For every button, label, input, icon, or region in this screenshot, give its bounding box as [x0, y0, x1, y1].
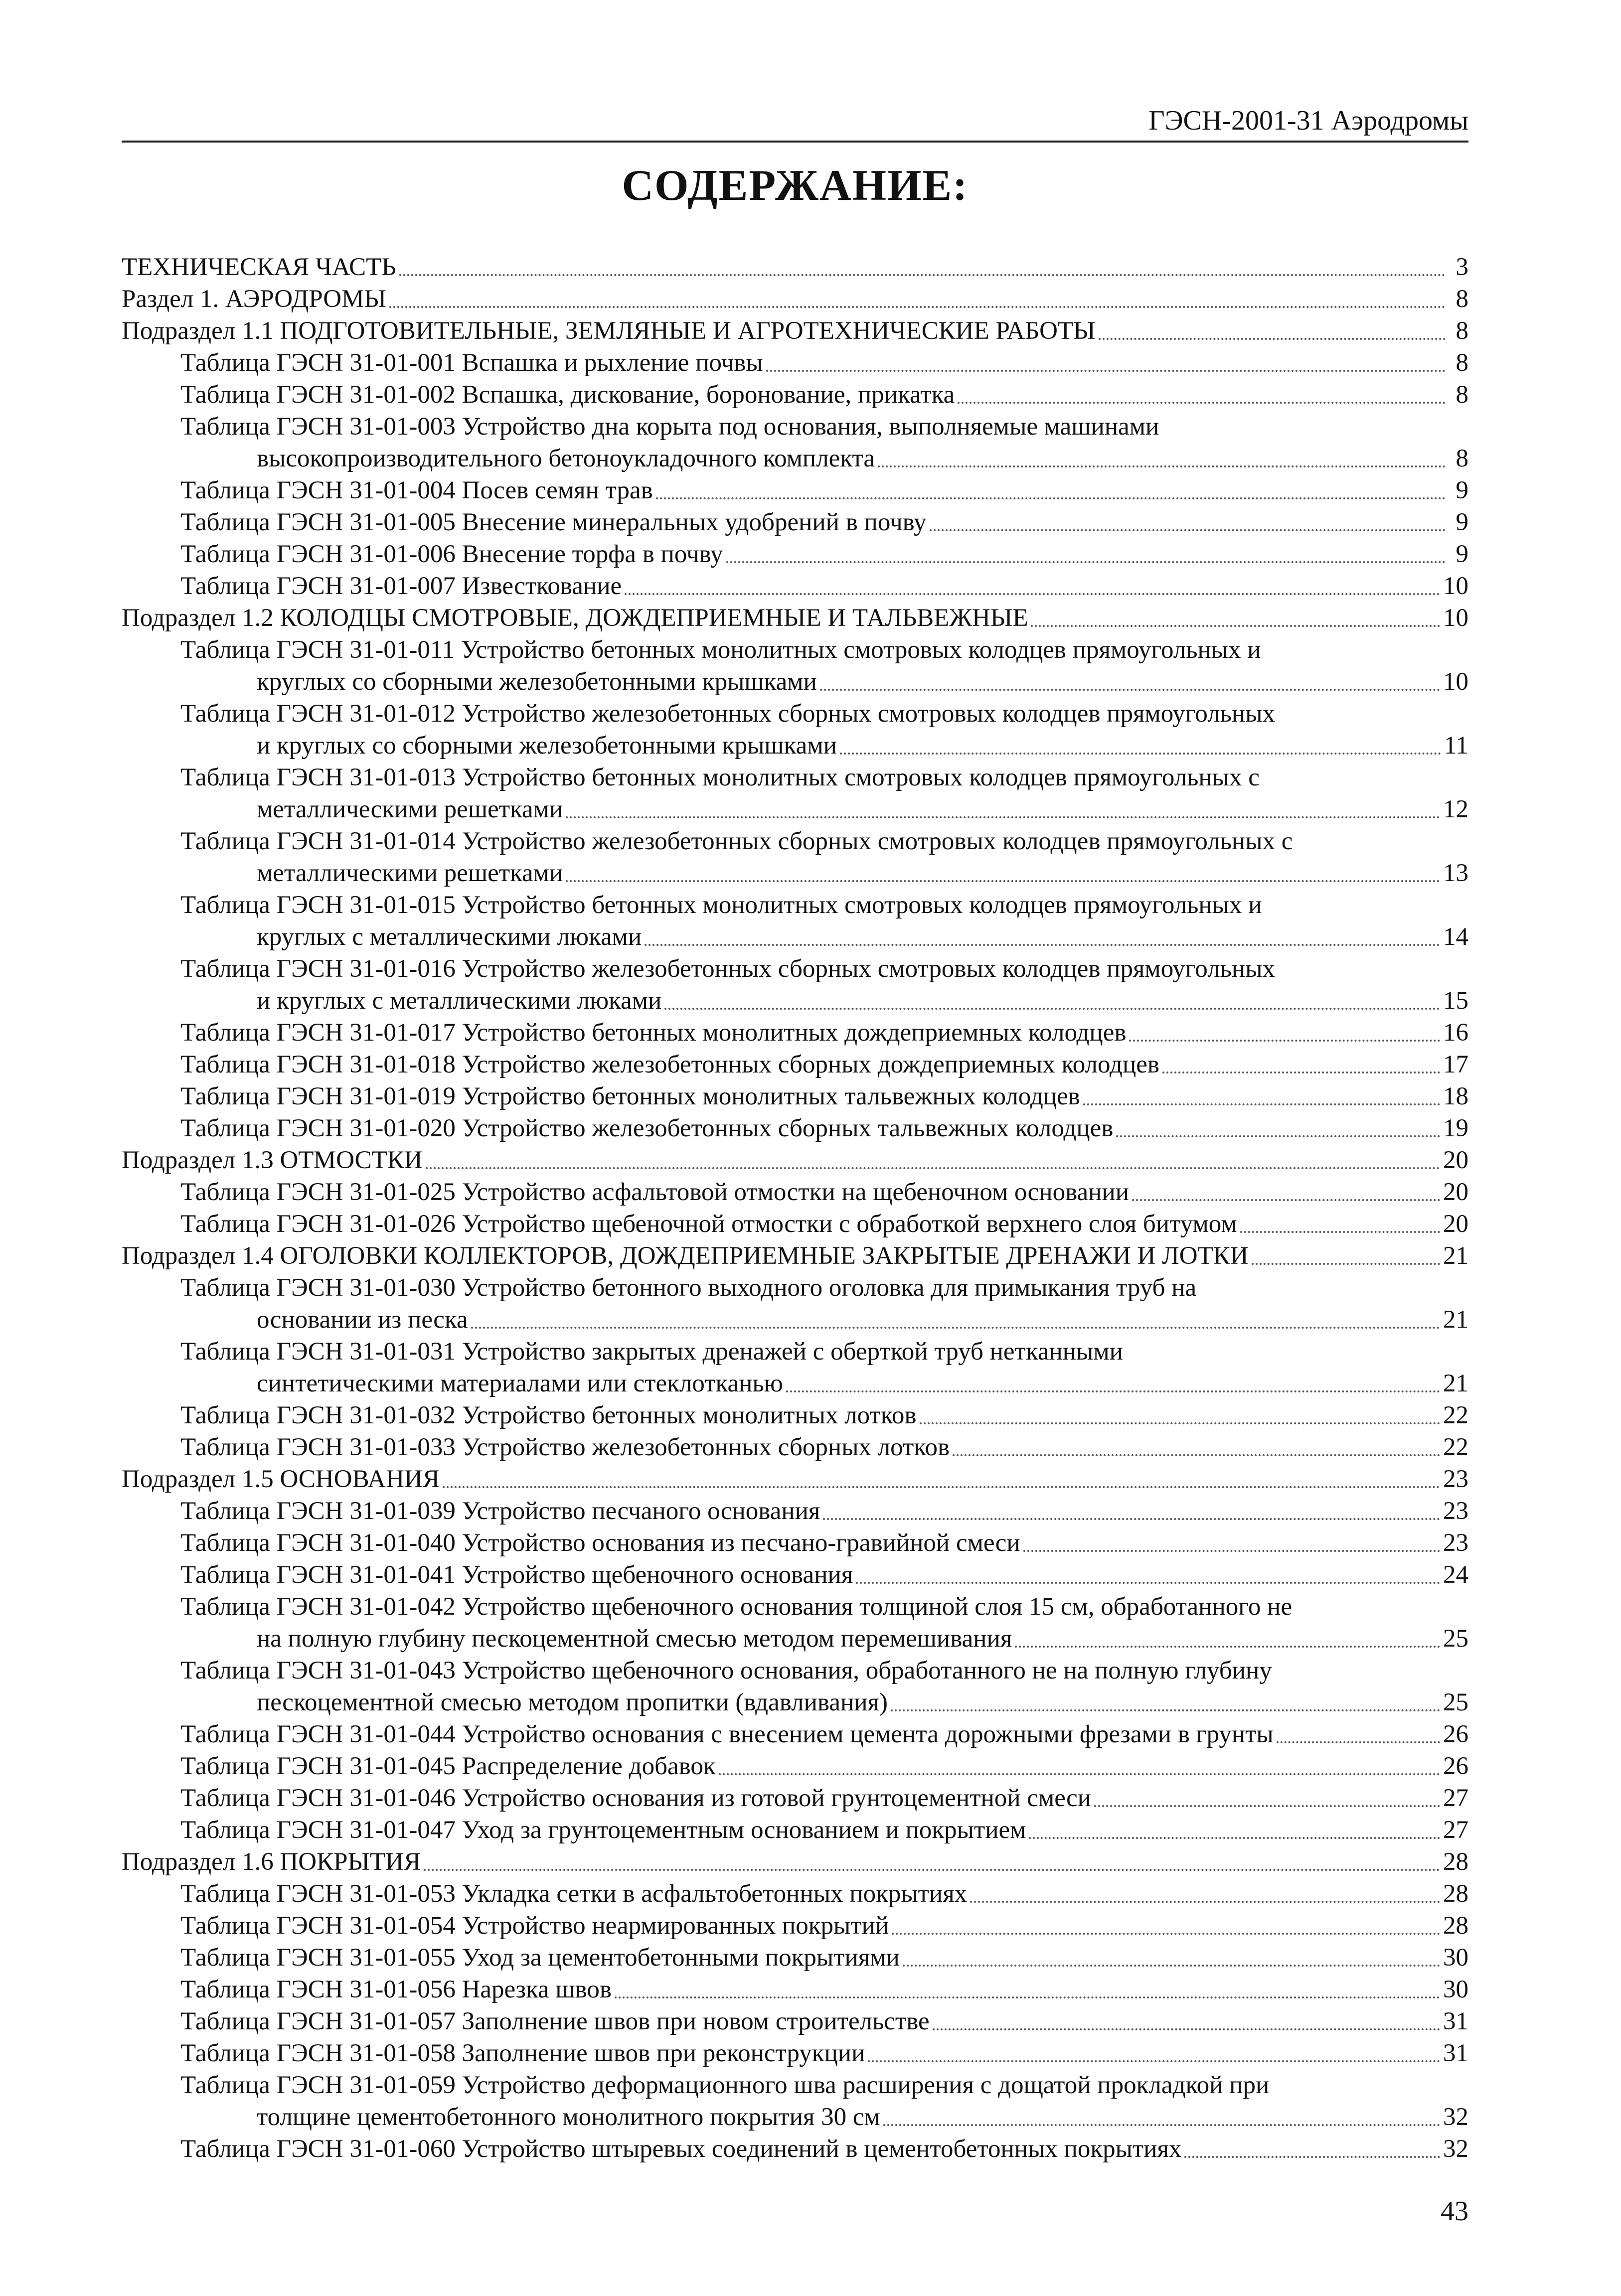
toc-table-entry [122, 1942, 1468, 1974]
dot-leader [840, 753, 1441, 755]
toc-page-number: 25 [1443, 1688, 1468, 1716]
toc-table-entry [122, 2069, 1468, 2133]
toc-table-entry [122, 825, 1468, 889]
toc-page-number: 8 [1456, 381, 1468, 409]
toc-entry-title: Таблица ГЭСН 31-01-020 Устройство железобетонных сборных тальвежных колодцев [180, 1114, 1114, 1142]
toc-entry-title: Таблица ГЭСН 31-01-012 Устройство железобетонных сборных смотровых колодцев прямоугольных [180, 700, 1275, 728]
toc-page-number: 11 [1444, 732, 1468, 760]
toc-page-number: 32 [1443, 2135, 1468, 2163]
toc-page-number: 16 [1443, 1019, 1468, 1047]
toc-entry-title: Таблица ГЭСН 31-01-002 Вспашка, дискование, боронование, прикатка [180, 381, 955, 409]
dot-leader [1252, 1263, 1440, 1265]
toc-table-entry [122, 1495, 1468, 1527]
toc-table-entry [122, 1878, 1468, 1910]
toc-table-entry [122, 474, 1468, 506]
toc-entry-line [122, 315, 1468, 347]
toc-entry-title: Таблица ГЭСН 31-01-001 Вспашка и рыхление почвы [180, 349, 763, 377]
toc-entry-line [180, 2133, 1468, 2165]
toc-entry-line [180, 1112, 1468, 1144]
toc-entry-line [180, 1399, 1468, 1431]
toc-entry-title: Таблица ГЭСН 31-01-019 Устройство бетонных монолитных тальвежных колодцев [180, 1082, 1080, 1110]
toc-table-entry [122, 1655, 1468, 1718]
toc-entry-title: Таблица ГЭСН 31-01-030 Устройство бетонного выходного оголовка для примыкания труб на [180, 1274, 1197, 1302]
header-rule [122, 141, 1468, 143]
toc-entry-title: Таблица ГЭСН 31-01-032 Устройство бетонных монолитных лотков [180, 1401, 917, 1429]
toc-section-entry [122, 251, 1468, 283]
toc-entry-line [180, 1080, 1468, 1112]
dot-leader [1129, 1040, 1440, 1042]
toc-page-number: 10 [1443, 604, 1468, 632]
dot-leader [1132, 1199, 1440, 1201]
toc-page-number: 31 [1443, 2039, 1468, 2067]
toc-page-number: 20 [1443, 1146, 1468, 1174]
dot-leader [958, 402, 1446, 404]
table-of-contents [122, 251, 1468, 2165]
toc-table-entry [122, 538, 1468, 570]
toc-page-number: 15 [1443, 987, 1468, 1015]
dot-leader [664, 1008, 1440, 1010]
toc-entry-line [180, 1431, 1468, 1463]
toc-entry-title-continuation: толщине цементобетонного монолитного покрытия 30 см [257, 2103, 880, 2131]
toc-entry-line [122, 602, 1468, 634]
toc-entry-title: ТЕХНИЧЕСКАЯ ЧАСТЬ [122, 253, 396, 281]
toc-entry-line [180, 1049, 1468, 1080]
toc-entry-title: Таблица ГЭСН 31-01-005 Внесение минеральных удобрений в почву [180, 508, 927, 536]
dot-leader [878, 465, 1446, 467]
toc-entry-title: Таблица ГЭСН 31-01-031 Устройство закрытых дренажей с оберткой труб нетканными [180, 1338, 1123, 1366]
toc-entry-title: Таблица ГЭСН 31-01-046 Устройство основания из готовой грунтоцементной смеси [180, 1784, 1092, 1812]
toc-page-number: 9 [1456, 476, 1468, 504]
toc-entry-line [122, 1463, 1468, 1495]
dot-leader [903, 1965, 1440, 1967]
toc-page-number: 8 [1456, 317, 1468, 345]
toc-entry-line [180, 730, 1468, 762]
toc-entry-title: Подраздел 1.4 ОГОЛОВКИ КОЛЛЕКТОРОВ, ДОЖДЕПРИЕМНЫЕ ЗАКРЫТЫЕ ДРЕНАЖИ И ЛОТКИ [122, 1242, 1249, 1270]
dot-leader [719, 1773, 1440, 1775]
dot-leader [625, 593, 1440, 595]
toc-section-entry [122, 315, 1468, 347]
toc-entry-line [122, 251, 1468, 283]
toc-table-entry [122, 889, 1468, 953]
toc-section-entry [122, 1144, 1468, 1176]
toc-page-number: 9 [1456, 508, 1468, 536]
dot-leader [891, 1709, 1440, 1711]
toc-entry-title: Раздел 1. АЭРОДРОМЫ [122, 285, 386, 313]
toc-entry-title: Таблица ГЭСН 31-01-007 Известкование [180, 572, 622, 600]
toc-page-number: 23 [1443, 1465, 1468, 1493]
toc-entry-line [180, 793, 1468, 825]
toc-entry-line [180, 379, 1468, 411]
toc-section-entry [122, 283, 1468, 315]
toc-entry-title: Таблица ГЭСН 31-01-055 Уход за цементобетонными покрытиями [180, 1944, 900, 1972]
dot-leader [426, 1167, 1440, 1169]
toc-entry-title: Таблица ГЭСН 31-01-044 Устройство основания с внесением цемента дорожными фрезами в грунты [180, 1720, 1274, 1748]
dot-leader [443, 1486, 1440, 1488]
toc-entry-title: Таблица ГЭСН 31-01-003 Устройство дна корыта под основания, выполняемые машинами [180, 413, 1159, 441]
toc-page-number: 26 [1443, 1752, 1468, 1780]
toc-table-entry [122, 2133, 1468, 2165]
dot-leader [615, 1996, 1440, 1998]
dot-leader [856, 1582, 1440, 1584]
dot-leader [820, 689, 1440, 691]
toc-table-entry [122, 1431, 1468, 1463]
toc-entry-line [180, 2101, 1468, 2133]
toc-table-entry [122, 1049, 1468, 1080]
dot-leader [399, 274, 1446, 276]
toc-page-number: 20 [1443, 1178, 1468, 1206]
toc-entry-title-continuation: круглых со сборными железобетонными крышками [257, 668, 817, 696]
dot-leader [1116, 1135, 1440, 1137]
toc-page-number: 32 [1443, 2103, 1468, 2131]
toc-entry-title: Таблица ГЭСН 31-01-015 Устройство бетонных монолитных смотровых колодцев прямоугольных и [180, 891, 1262, 919]
toc-page-number: 21 [1443, 1242, 1468, 1270]
toc-entry-line [180, 1686, 1468, 1718]
toc-entry-line [180, 443, 1468, 474]
toc-table-entry [122, 1336, 1468, 1399]
toc-table-entry [122, 2005, 1468, 2037]
toc-page-number: 25 [1443, 1625, 1468, 1653]
dot-leader [930, 529, 1446, 531]
toc-entry-title: Таблица ГЭСН 31-01-016 Устройство железобетонных сборных смотровых колодцев прямоугольных [180, 955, 1275, 983]
dot-leader [883, 2124, 1440, 2126]
dot-leader [1083, 1103, 1440, 1105]
toc-entry-line [122, 1846, 1468, 1878]
toc-entry-line [180, 1176, 1468, 1208]
toc-entry-line [180, 1910, 1468, 1942]
toc-page-number: 21 [1443, 1370, 1468, 1397]
dot-leader [868, 2060, 1440, 2062]
dot-leader [920, 1422, 1440, 1424]
toc-entry-title-continuation: металлическими решетками [257, 795, 563, 823]
toc-entry-title-continuation: и круглых с металлическими люками [257, 987, 662, 1015]
toc-table-entry [122, 1559, 1468, 1591]
toc-section-entry [122, 1463, 1468, 1495]
toc-entry-title: Таблица ГЭСН 31-01-042 Устройство щебеночного основания толщиной слоя 15 см, обработанного не [180, 1593, 1293, 1621]
dot-leader [1023, 1550, 1440, 1552]
toc-page-number: 24 [1443, 1561, 1468, 1589]
toc-entry-title: Таблица ГЭСН 31-01-060 Устройство штыревых соединений в цементобетонных покрытиях [180, 2135, 1182, 2163]
dot-leader [1277, 1741, 1440, 1743]
dot-leader [726, 561, 1446, 563]
toc-page-number: 23 [1443, 1497, 1468, 1525]
dot-leader [892, 1933, 1440, 1935]
toc-entry-line [180, 347, 1468, 379]
dot-leader [1162, 1071, 1440, 1073]
dot-leader [656, 497, 1446, 499]
toc-page-number: 17 [1443, 1051, 1468, 1078]
toc-entry-title: Таблица ГЭСН 31-01-040 Устройство основания из песчано-гравийной смеси [180, 1529, 1020, 1557]
toc-entry-line [180, 1942, 1468, 1974]
toc-table-entry [122, 1974, 1468, 2005]
toc-entry-title: Таблица ГЭСН 31-01-054 Устройство неармированных покрытий [180, 1912, 889, 1940]
toc-page-number: 28 [1443, 1848, 1468, 1876]
toc-page-number: 14 [1443, 923, 1468, 951]
toc-entry-line [180, 985, 1468, 1017]
toc-entry-title: Таблица ГЭСН 31-01-004 Посев семян трав [180, 476, 653, 504]
toc-page-number: 30 [1443, 1944, 1468, 1972]
toc-entry-title-continuation: пескоцементной смесью методом пропитки (вдавливания) [257, 1688, 888, 1716]
toc-page-number: 19 [1443, 1114, 1468, 1142]
dot-leader [953, 1454, 1440, 1456]
toc-page-number: 30 [1443, 1976, 1468, 2003]
toc-entry-title: Подраздел 1.2 КОЛОДЦЫ СМОТРОВЫЕ, ДОЖДЕПРИЕМНЫЕ И ТАЛЬВЕЖНЫЕ [122, 604, 1028, 632]
toc-table-entry [122, 570, 1468, 602]
toc-entry-title: Таблица ГЭСН 31-01-011 Устройство бетонных монолитных смотровых колодцев прямоугольных и [180, 636, 1261, 664]
toc-entry-line [180, 1304, 1468, 1336]
toc-entry-line [180, 1782, 1468, 1814]
dot-leader [1240, 1231, 1440, 1233]
dot-leader [933, 2028, 1440, 2030]
toc-entry-title: Подраздел 1.3 ОТМОСТКИ [122, 1146, 423, 1174]
toc-table-entry [122, 1017, 1468, 1049]
dot-leader [1015, 1646, 1440, 1648]
toc-entry-title: Таблица ГЭСН 31-01-059 Устройство деформационного шва расширения с дощатой прокладкой при [180, 2071, 1270, 2099]
toc-table-entry [122, 1718, 1468, 1750]
toc-page-number: 8 [1456, 445, 1468, 472]
toc-entry-title: Таблица ГЭСН 31-01-041 Устройство щебеночного основания [180, 1561, 853, 1589]
toc-table-entry [122, 506, 1468, 538]
dot-leader [471, 1327, 1440, 1329]
toc-entry-line [122, 1144, 1468, 1176]
dot-leader [1029, 1837, 1440, 1839]
dot-leader [1031, 625, 1440, 627]
toc-entry-line [180, 1878, 1468, 1910]
toc-table-entry [122, 347, 1468, 379]
toc-entry-line [122, 283, 1468, 315]
dot-leader [645, 944, 1440, 946]
toc-entry-title: Подраздел 1.1 ПОДГОТОВИТЕЛЬНЫЕ, ЗЕМЛЯНЫЕ И АГРОТЕХНИЧЕСКИЕ РАБОТЫ [122, 317, 1096, 345]
toc-section-entry [122, 1240, 1468, 1272]
toc-table-entry [122, 1112, 1468, 1144]
toc-entry-line [180, 857, 1468, 889]
toc-table-entry [122, 1527, 1468, 1559]
dot-leader [1099, 338, 1446, 340]
toc-page-number: 27 [1443, 1816, 1468, 1844]
toc-page-number: 23 [1443, 1529, 1468, 1557]
toc-entry-line [180, 1750, 1468, 1782]
toc-entry-title-continuation: и круглых со сборными железобетонными крышками [257, 732, 837, 760]
toc-table-entry [122, 1814, 1468, 1846]
toc-entry-title: Таблица ГЭСН 31-01-045 Распределение добавок [180, 1752, 716, 1780]
toc-entry-title: Таблица ГЭСН 31-01-057 Заполнение швов при новом строительстве [180, 2007, 930, 2035]
dot-leader [766, 370, 1446, 372]
toc-entry-line [180, 666, 1468, 698]
toc-entry-title: Таблица ГЭСН 31-01-058 Заполнение швов при реконструкции [180, 2039, 865, 2067]
toc-table-entry [122, 953, 1468, 1017]
toc-table-entry [122, 2037, 1468, 2069]
toc-page-number: 31 [1443, 2007, 1468, 2035]
toc-entry-line [180, 506, 1468, 538]
toc-entry-line [180, 1527, 1468, 1559]
toc-page-number: 3 [1456, 253, 1468, 281]
toc-entry-line [180, 1208, 1468, 1240]
toc-entry-title-continuation: высокопроизводительного бетоноукладочного комплекта [257, 445, 875, 472]
toc-entry-line [180, 1368, 1468, 1399]
toc-entry-title: Таблица ГЭСН 31-01-053 Укладка сетки в асфальтобетонных покрытиях [180, 1880, 968, 1908]
toc-section-entry [122, 1846, 1468, 1878]
toc-entry-line [180, 538, 1468, 570]
toc-entry-title: Таблица ГЭСН 31-01-013 Устройство бетонных монолитных смотровых колодцев прямоугольных с [180, 764, 1260, 791]
toc-table-entry [122, 1782, 1468, 1814]
dot-leader [823, 1518, 1440, 1520]
dot-leader [1094, 1805, 1440, 1807]
toc-table-entry [122, 1208, 1468, 1240]
toc-table-entry [122, 1591, 1468, 1655]
toc-entry-line [180, 570, 1468, 602]
dot-leader [970, 1901, 1440, 1903]
toc-table-entry [122, 698, 1468, 762]
toc-page-number: 21 [1443, 1306, 1468, 1334]
toc-page-number: 8 [1456, 349, 1468, 377]
toc-entry-line [180, 2037, 1468, 2069]
toc-page-number: 20 [1443, 1210, 1468, 1238]
toc-entry-title-continuation: основании из песка [257, 1306, 468, 1334]
toc-table-entry [122, 1176, 1468, 1208]
toc-entry-line [180, 474, 1468, 506]
page-title: СОДЕРЖАНИЕ: [622, 161, 969, 210]
toc-table-entry [122, 634, 1468, 698]
toc-entry-title: Таблица ГЭСН 31-01-047 Уход за грунтоцементным основанием и покрытием [180, 1816, 1026, 1844]
toc-table-entry [122, 1750, 1468, 1782]
dot-leader [786, 1390, 1440, 1392]
toc-entry-title: Таблица ГЭСН 31-01-043 Устройство щебеночного основания, обработанного не на полную глубину [180, 1657, 1272, 1684]
toc-entry-title: Таблица ГЭСН 31-01-056 Нарезка швов [180, 1976, 612, 2003]
toc-entry-title: Таблица ГЭСН 31-01-026 Устройство щебеночной отмостки с обработкой верхнего слоя битумом [180, 1210, 1237, 1238]
toc-entry-line [180, 1718, 1468, 1750]
toc-page-number: 12 [1443, 795, 1468, 823]
dot-leader [1184, 2156, 1440, 2158]
toc-entry-title: Таблица ГЭСН 31-01-039 Устройство песчаного основания [180, 1497, 820, 1525]
toc-page-number: 27 [1443, 1784, 1468, 1812]
toc-entry-line [180, 1814, 1468, 1846]
toc-entry-title: Таблица ГЭСН 31-01-018 Устройство железобетонных сборных дождеприемных колодцев [180, 1051, 1159, 1078]
toc-table-entry [122, 411, 1468, 474]
toc-entry-title-continuation: металлическими решетками [257, 859, 563, 887]
toc-page-number: 28 [1443, 1912, 1468, 1940]
dot-leader [389, 306, 1446, 308]
dot-leader [566, 880, 1440, 882]
page-number: 43 [1441, 2196, 1468, 2227]
toc-entry-line [180, 1559, 1468, 1591]
toc-entry-line [180, 1974, 1468, 2005]
toc-section-entry [122, 602, 1468, 634]
toc-entry-title: Таблица ГЭСН 31-01-014 Устройство железобетонных сборных смотровых колодцев прямоугольных с [180, 827, 1293, 855]
toc-entry-line [180, 921, 1468, 953]
toc-entry-line [180, 2005, 1468, 2037]
toc-entry-line [180, 1017, 1468, 1049]
toc-entry-title: Таблица ГЭСН 31-01-006 Внесение торфа в почву [180, 540, 723, 568]
toc-table-entry [122, 1910, 1468, 1942]
toc-page-number: 22 [1443, 1401, 1468, 1429]
toc-page-number: 9 [1456, 540, 1468, 568]
running-header: ГЭСН-2001-31 Аэродромы [1148, 105, 1468, 136]
toc-entry-title: Подраздел 1.5 ОСНОВАНИЯ [122, 1465, 440, 1493]
toc-table-entry [122, 379, 1468, 411]
toc-entry-title-continuation: на полную глубину пескоцементной смесью методом перемешивания [257, 1625, 1012, 1653]
toc-page-number: 18 [1443, 1082, 1468, 1110]
toc-table-entry [122, 1080, 1468, 1112]
dot-leader [424, 1869, 1440, 1871]
toc-entry-title-continuation: синтетическими материалами или стеклотканью [257, 1370, 783, 1397]
toc-page-number: 13 [1443, 859, 1468, 887]
dot-leader [566, 816, 1440, 818]
toc-page-number: 22 [1443, 1433, 1468, 1461]
toc-page-number: 28 [1443, 1880, 1468, 1908]
toc-table-entry [122, 1272, 1468, 1336]
toc-page-number: 10 [1443, 572, 1468, 600]
toc-table-entry [122, 1399, 1468, 1431]
toc-entry-line [180, 1623, 1468, 1655]
toc-table-entry [122, 762, 1468, 825]
toc-entry-title-continuation: круглых с металлическими люками [257, 923, 642, 951]
toc-entry-title: Таблица ГЭСН 31-01-025 Устройство асфальтовой отмостки на щебеночном основании [180, 1178, 1129, 1206]
toc-entry-title: Таблица ГЭСН 31-01-017 Устройство бетонных монолитных дождеприемных колодцев [180, 1019, 1127, 1047]
toc-page-number: 10 [1443, 668, 1468, 696]
toc-entry-title: Таблица ГЭСН 31-01-033 Устройство железобетонных сборных лотков [180, 1433, 950, 1461]
toc-entry-line [180, 1495, 1468, 1527]
toc-page-number: 8 [1456, 285, 1468, 313]
toc-page-number: 26 [1443, 1720, 1468, 1748]
toc-entry-line [122, 1240, 1468, 1272]
toc-entry-title: Подраздел 1.6 ПОКРЫТИЯ [122, 1848, 421, 1876]
